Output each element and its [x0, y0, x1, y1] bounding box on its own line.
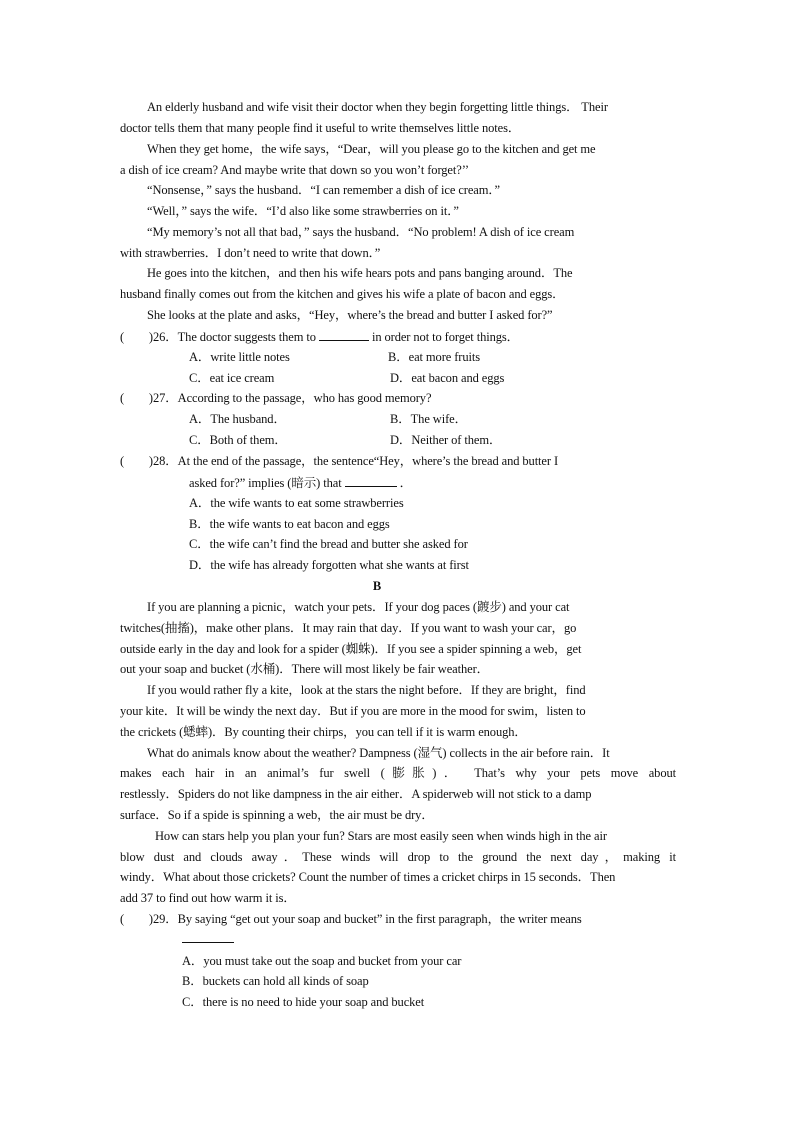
answer-paren[interactable]: ( )	[120, 912, 153, 926]
option-d: D．Neither of them．	[390, 433, 502, 447]
passage-line: blow dust and clouds away．These winds will drop to the ground the next day，making it	[120, 850, 676, 864]
question-stem: 27．According to the passage，who has good memory?	[152, 391, 432, 405]
passage-line: doctor tells them that many people find it useful to write themselves little notes．	[120, 121, 521, 135]
passage-line: your kite．It will be windy the next day．But if you are more in the mood for swim，listen to	[120, 704, 586, 718]
question-stem: asked for?” implies (暗示) that	[189, 476, 342, 490]
option-c: C．Both of them．	[189, 433, 287, 447]
passage-line: the crickets (蟋蟀)．By counting their chirps，you can tell if it is warm enough．	[120, 725, 527, 739]
question-29-blank-line	[182, 930, 234, 947]
answer-blank[interactable]	[345, 474, 397, 487]
question-stem: 29．By saying “get out your soap and bucket” in the first paragraph，the writer means	[152, 912, 582, 926]
option-d: D．the wife has already forgotten what she wants at first	[189, 558, 469, 572]
question-stem-end: in order not to forget things．	[371, 330, 520, 344]
question-29	[120, 911, 582, 927]
passage-line: makes each hair in an animal’s fur swell (膨胀)． That’s why your pets move about	[120, 766, 676, 780]
option-d: D．eat bacon and eggs	[390, 371, 505, 385]
option-b: B．eat more fruits	[388, 350, 481, 364]
option-b: B．the wife wants to eat bacon and eggs	[189, 517, 390, 531]
question-28-continued	[189, 474, 412, 491]
answer-paren[interactable]: ( )	[120, 330, 153, 344]
option-c: C．there is no need to hide your soap and bucket	[182, 995, 425, 1009]
passage-line: When they get home，the wife says，“Dear，will you please go to the kitchen and get me	[147, 142, 596, 156]
option-c: C．the wife can’t find the bread and butter she asked for	[189, 537, 468, 551]
passage-line: What do animals know about the weather? Dampness (湿气) collects in the air before rain．It	[147, 746, 610, 760]
passage-line: with strawberries．I don’t need to write that down．”	[120, 246, 381, 260]
answer-blank[interactable]	[182, 930, 234, 943]
option-b: B．buckets can hold all kinds of soap	[182, 974, 369, 988]
question-stem-end: ．	[399, 476, 413, 490]
passage-line: surface．So if a spide is spinning a web，the air must be dry．	[120, 808, 434, 822]
passage-line: a dish of ice cream? And maybe write that down so you won’t forget?’’	[120, 163, 469, 177]
answer-paren[interactable]: ( )	[120, 391, 153, 405]
question-stem: 28．At the end of the passage，the sentence“Hey，where’s the bread and butter I	[152, 454, 559, 468]
passage-line: He goes into the kitchen，and then his wife hears pots and pans banging around．The	[147, 266, 573, 280]
question-stem: 26．The doctor suggests them to	[152, 330, 316, 344]
answer-blank[interactable]	[319, 328, 369, 341]
answer-paren[interactable]: ( )	[120, 454, 153, 468]
question-26	[120, 328, 519, 345]
section-heading: B	[372, 579, 382, 593]
option-c: C．eat ice cream	[189, 371, 275, 385]
passage-line: add 37 to find out how warm it is．	[120, 891, 296, 905]
option-a: A．The husband．	[189, 412, 286, 426]
passage-line: How can stars help you plan your fun? Stars are most easily seen when winds high in the air	[155, 829, 607, 843]
passage-line: restlessly．Spiders do not like dampness in the air either．A spiderweb will not stick to a damp	[120, 787, 592, 801]
passage-line: out your soap and bucket (水桶)．There will most likely be fair weather．	[120, 662, 490, 676]
question-28	[120, 453, 558, 469]
passage-line: She looks at the plate and asks，“Hey，where’s the bread and butter I asked for?”	[147, 308, 553, 322]
passage-line: “My memory’s not all that bad，” says the husband．“No problem! A dish of ice cream	[147, 225, 575, 239]
passage-line: twitches(抽搐)，make other plans．It may rain that day．If you want to wash your car，go	[120, 621, 577, 635]
passage-line: If you are planning a picnic，watch your pets．If your dog paces (踱步) and your cat	[147, 600, 570, 614]
option-a: A．write little notes	[189, 350, 290, 364]
passage-line: husband finally comes out from the kitchen and gives his wife a plate of bacon and eggs．	[120, 287, 565, 301]
passage-line: “Nonsense，” says the husband．“I can remember a dish of ice cream．”	[147, 183, 500, 197]
option-a: A．the wife wants to eat some strawberries	[189, 496, 404, 510]
option-b: B．The wife．	[390, 412, 468, 426]
passage-line: windy．What about those crickets? Count the number of times a cricket chirps in 15 seconds．Then	[120, 870, 616, 884]
passage-line: If you would rather fly a kite，look at the stars the night before．If they are bright，find	[147, 683, 586, 697]
passage-line: An elderly husband and wife visit their doctor when they begin forgetting little things． Their	[147, 100, 608, 114]
option-a: A．you must take out the soap and bucket from your car	[182, 954, 462, 968]
question-27	[120, 390, 431, 406]
passage-line: “Well，” says the wife．“I’d also like some strawberries on it．”	[147, 204, 459, 218]
passage-line: outside early in the day and look for a spider (蜘蛛)．If you see a spider spinning a web，get	[120, 642, 582, 656]
